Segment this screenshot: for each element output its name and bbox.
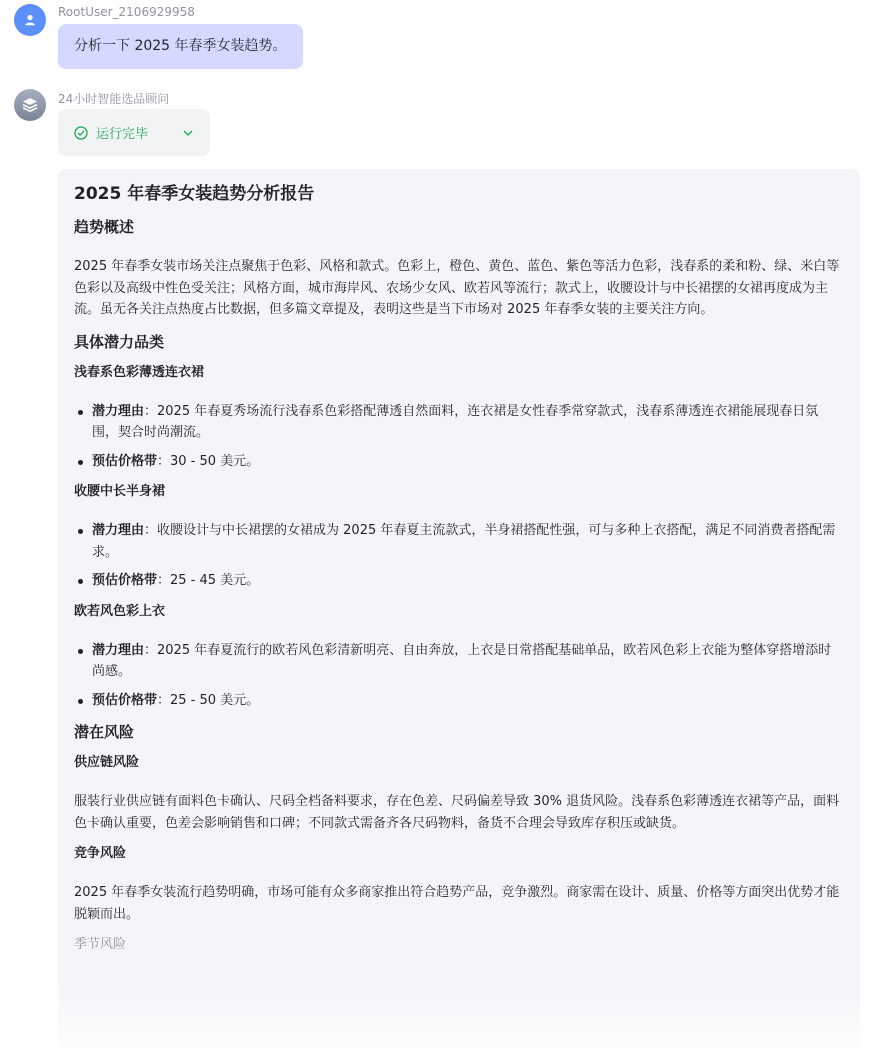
user-message-bubble: 分析一下 2025 年春季女装趋势。 (58, 24, 303, 69)
category-name: 收腰中长半身裙 (74, 484, 166, 499)
reason-text: ：2025 年春夏秀场流行浅春系色彩搭配薄透自然面料，连衣裙是女性春季常穿款式，浅春系薄透连衣裙能展现春日氛围，契合时尚潮流。 (92, 403, 819, 440)
price-label: 预估价格带 (92, 692, 158, 708)
reason-label: 潜力理由 (92, 523, 145, 538)
risk-text: 2025 年春季女装流行趋势明确，市场可能有众多商家推出符合趋势产品，竞争激烈。商家需在设计、质量、价格等方面突出优势才能脱颖而出。 (74, 885, 840, 922)
report-card (58, 169, 860, 1055)
price-label: 预估价格带 (92, 573, 158, 588)
user-icon (23, 13, 37, 27)
list-item (74, 570, 844, 592)
bot-name: 24小时智能选品顾问 (58, 92, 170, 106)
overview-text: 2025 年春季女装市场关注点聚焦于色彩、风格和款式。色彩上，橙色、黄色、蓝色、紫色等活力色彩，浅春系的柔和粉、绿、米白等色彩以及高级中性色受关注；风格方面，城市海岸风、农场少女风、欧若风等流行；款式上，收腰设计与中长裙摆的女裙再度成为主流。虽无各关注点热度占比数据，但多篇文章提及，表明这些是当下市场对 2025 年春季女装的主要关注方向。 (74, 259, 840, 317)
risk-name: 季节风险 (74, 937, 127, 952)
category-details (74, 520, 844, 592)
check-circle-icon (74, 126, 88, 140)
list-item (74, 640, 844, 683)
user-avatar (14, 4, 46, 36)
reason-text: ：2025 年春夏流行的欧若风色彩清新明亮、自由奔放，上衣是日常搭配基础单品，欧若风色彩上衣能为整体穿搭增添时尚感。 (92, 642, 832, 679)
price-label: 预估价格带 (92, 453, 158, 469)
chevron-down-icon[interactable] (182, 127, 194, 139)
category-name: 欧若风色彩上衣 (74, 603, 166, 619)
reason-label: 潜力理由 (92, 642, 145, 658)
risks-heading: 潜在风险 (74, 723, 135, 741)
report-title: 2025 年春季女装趋势分析报告 (74, 184, 315, 204)
content-fade-overlay (58, 985, 860, 1055)
list-item (74, 690, 844, 712)
run-status-label: 运行完毕 (96, 127, 149, 142)
categories-heading: 具体潜力品类 (74, 332, 165, 351)
risk-name: 竞争风险 (74, 846, 127, 861)
overview-heading: 趋势概述 (74, 218, 135, 236)
list-item (74, 401, 844, 444)
price-text: ：30 - 50 美元。 (157, 453, 260, 469)
category-details (74, 640, 844, 712)
user-name: RootUser_2106929958 (58, 5, 195, 19)
list-item (74, 451, 844, 473)
layers-icon (21, 96, 39, 114)
price-text: ：25 - 50 美元。 (157, 692, 260, 708)
category-details (74, 401, 844, 473)
list-item (74, 520, 844, 563)
risk-name: 供应链风险 (74, 755, 140, 770)
reason-label: 潜力理由 (92, 403, 145, 419)
price-text: ：25 - 45 美元。 (157, 573, 260, 588)
category-name: 浅春系色彩薄透连衣裙 (74, 364, 205, 380)
reason-text: ：收腰设计与中长裙摆的女裙成为 2025 年春夏主流款式，半身裙搭配性强，可与多种上衣搭配，满足不同消费者搭配需求。 (92, 523, 836, 560)
run-status-toggle[interactable] (58, 109, 210, 156)
risk-text: 服装行业供应链有面料色卡确认、尺码全档备料要求，存在色差、尺码偏差导致 30% 退货风险。浅春系色彩薄透连衣裙等产品，面料色卡确认重要，色差会影响销售和口碑；不同款式需备齐各尺码物料，备货不合理会导致库存积压或缺货。 (74, 794, 840, 831)
bot-avatar (14, 89, 46, 121)
